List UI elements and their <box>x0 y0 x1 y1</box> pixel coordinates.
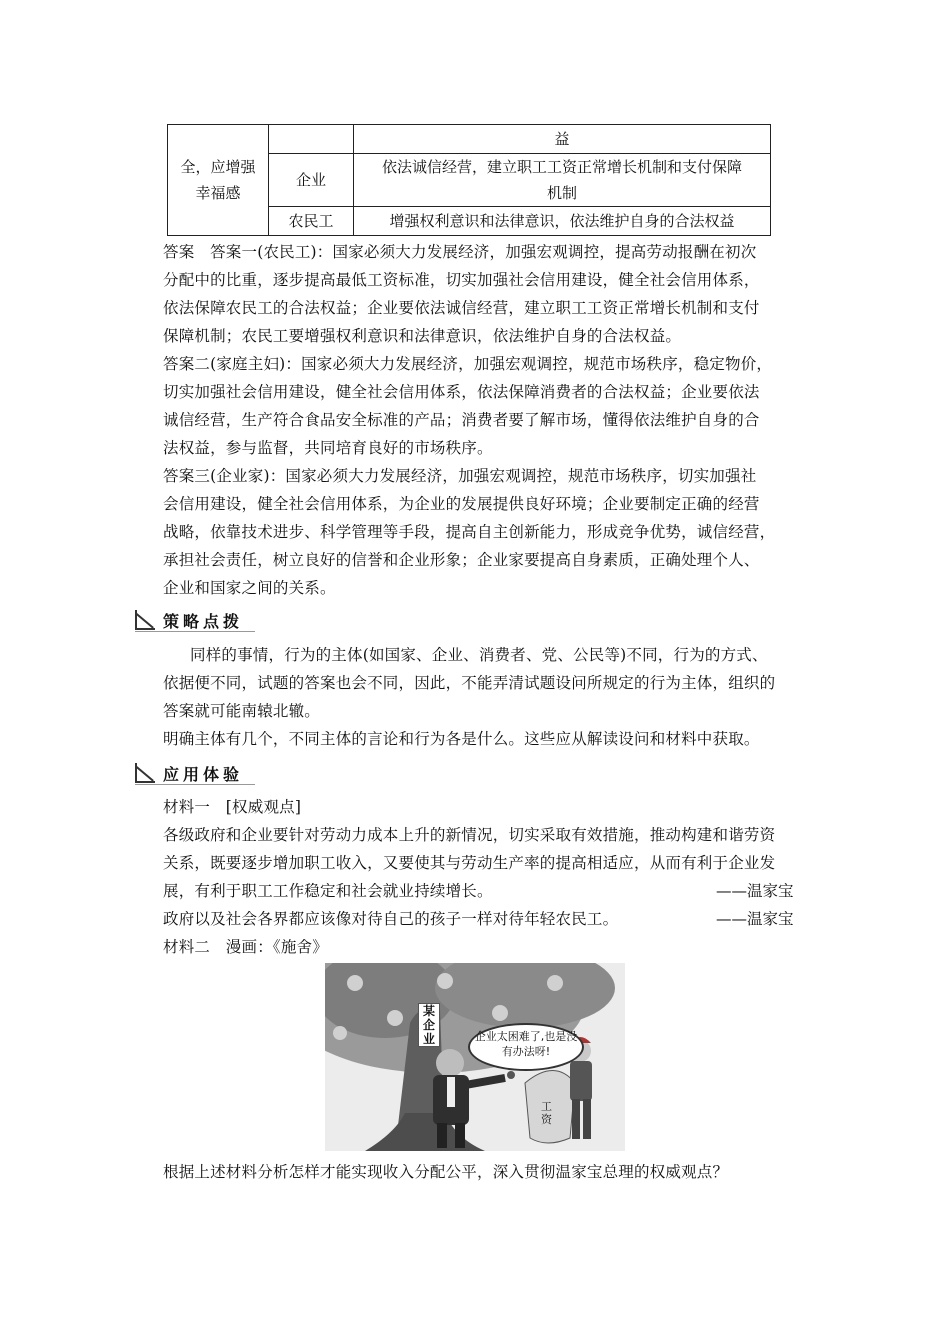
material2-heading: 材料二 漫画：《施舍》 <box>163 938 328 956</box>
table-row1-right-line-1: 依法诚信经营，建立职工工资正常增长机制和支付保障 <box>381 158 742 176</box>
table-row2-subject: 农民工 <box>269 207 354 236</box>
attribution: ——温家宝 <box>716 882 794 900</box>
question-text: 根据上述材料分析怎样才能实现收入分配公平，深入贯彻温家宝总理的权威观点？ <box>163 1163 729 1181</box>
section-underline <box>135 631 255 632</box>
material1-line: 展，有利于职工工作稳定和社会就业持续增长。 <box>163 882 493 900</box>
answer-line: 依法保障农民工的合法权益；企业要依法诚信经营，建立职工工资正常增长机制和支付 <box>163 299 760 317</box>
section-title: 策略点拨 <box>163 611 244 631</box>
answer-line: 战略，依靠技术进步、科学管理等手段，提高自主创新能力，形成竞争优势，诚信经营， <box>163 523 776 541</box>
section-heading-strategy <box>135 608 243 632</box>
section-title: 应用体验 <box>163 764 244 784</box>
table-left-line-1: 全，应增强 <box>180 158 256 176</box>
strategy-line: 答案就可能南辕北辙。 <box>163 702 321 720</box>
strategy-line: 同样的事情，行为的主体(如国家、企业、消费者、党、公民等)不同，行为的方式、 <box>190 646 768 664</box>
material1-line: 各级政府和企业要针对劳动力成本上升的新情况，切实采取有效措施，推动构建和谐劳资 <box>163 826 776 844</box>
table-row1-right-line-2: 机制 <box>546 184 577 202</box>
comic-tree-label: 某企业 <box>418 1003 440 1047</box>
table-empty-cell <box>269 125 354 154</box>
answer-line: 法权益，参与监督，共同培育良好的市场秩序。 <box>163 439 493 457</box>
answer-line: 保障机制；农民工要增强权利意识和法律意识，依法维护自身的合法权益。 <box>163 327 682 345</box>
answer-line: 分配中的比重，逐步提高最低工资标准，切实加强社会信用建设，健全社会信用体系， <box>163 271 760 289</box>
strategy-line: 明确主体有几个，不同主体的言论和行为各是什么。这些应从解读设问和材料中获取。 <box>163 730 760 748</box>
subject-table <box>167 124 771 236</box>
attribution: ——温家宝 <box>716 910 794 928</box>
answer-line: 答案三(企业家)：国家必须大力发展经济，加强宏观调控，规范市场秩序，切实加强社 <box>163 467 757 485</box>
comic-speech-bubble: 企业太困难了,也是没有办法呀! <box>468 1023 584 1071</box>
answer-line: 答案 答案一(农民工)：国家必须大力发展经济，加强宏观调控，提高劳动报酬在初次 <box>163 243 757 261</box>
strategy-line: 依据便不同，试题的答案也会不同，因此，不能弄清试题设问所规定的行为主体，组织的 <box>163 674 776 692</box>
answer-line: 诚信经营，生产符合食品安全标准的产品；消费者要了解市场，懂得依法维护自身的合 <box>163 411 760 429</box>
answer-line: 切实加强社会信用建设，健全社会信用体系，依法保障消费者的合法权益；企业要依法 <box>163 383 760 401</box>
section-marker-icon <box>135 763 155 783</box>
answer-line: 答案二(家庭主妇)：国家必须大力发展经济，加强宏观调控，规范市场秩序，稳定物价， <box>163 355 773 373</box>
material1-line: 关系，既要逐步增加职工收入，又要使其与劳动生产率的提高相适应，从而有利于企业发 <box>163 854 776 872</box>
table-left-line-2: 幸福感 <box>195 184 241 202</box>
table-left-cell <box>168 125 269 236</box>
material1-heading: 材料一 [权威观点] <box>163 798 302 816</box>
comic-bag-label: 工资 <box>541 1100 552 1126</box>
answer-line: 会信用建设，健全社会信用体系，为企业的发展提供良好环境；企业要制定正确的经营 <box>163 495 760 513</box>
answer-line: 承担社会责任，树立良好的信誉和企业形象；企业家要提高自身素质，正确处理个人、 <box>163 551 760 569</box>
table-row1-right <box>354 154 771 207</box>
section-underline <box>135 784 255 785</box>
table-row2-right: 增强权利意识和法律意识，依法维护自身的合法权益 <box>354 207 771 236</box>
section-marker-icon <box>135 610 155 630</box>
material1-quote2: 政府以及社会各界都应该像对待自己的孩子一样对待年轻农民工。 <box>163 910 619 928</box>
table-row0-right: 益 <box>354 125 771 154</box>
table-row1-subject: 企业 <box>269 154 354 207</box>
answer-line: 企业和国家之间的关系。 <box>163 579 336 597</box>
section-heading-application <box>135 761 243 785</box>
